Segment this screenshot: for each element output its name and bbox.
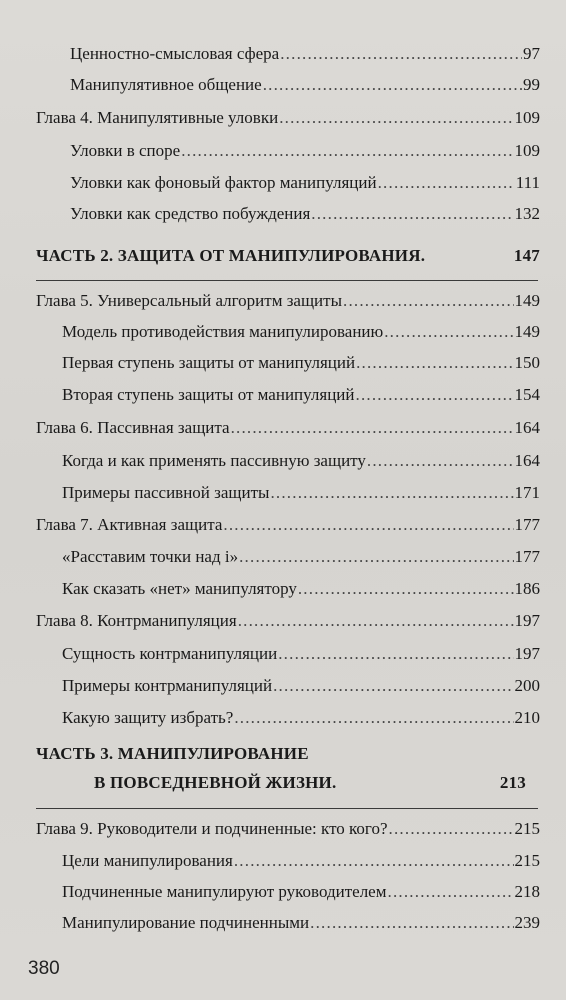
toc-entry-page: 215 bbox=[514, 819, 540, 838]
leader-dots bbox=[311, 203, 513, 225]
toc-entry-page: 218 bbox=[514, 882, 540, 901]
leader-dots bbox=[310, 912, 513, 934]
leader-dots bbox=[273, 675, 513, 697]
toc-entry-title: Подчиненные манипулируют руководителем bbox=[62, 882, 387, 901]
toc-entry-page: 171 bbox=[514, 483, 540, 502]
toc-chapter bbox=[36, 514, 540, 536]
toc-entry-page: 177 bbox=[514, 547, 540, 566]
toc-entry-title: Уловки как средство побуждения bbox=[70, 204, 311, 223]
toc-entry bbox=[62, 321, 540, 343]
leader-dots bbox=[234, 707, 513, 729]
toc-entry-page: 197 bbox=[514, 644, 540, 663]
leader-dots bbox=[263, 74, 522, 96]
toc-entry-page: 132 bbox=[514, 204, 540, 223]
leader-dots bbox=[231, 417, 514, 439]
toc-entry-title: Глава 6. Пассивная защита bbox=[36, 418, 230, 437]
toc-entry bbox=[62, 546, 540, 568]
leader-dots bbox=[389, 818, 514, 840]
part-title: ЧАСТЬ 2. ЗАЩИТА ОТ МАНИПУЛИРОВАНИЯ bbox=[36, 246, 421, 265]
leader-dots bbox=[270, 482, 513, 504]
toc-entry-title: Модель противодействия манипулированию bbox=[62, 322, 384, 341]
toc-entry-page: 149 bbox=[514, 291, 540, 310]
toc-entry bbox=[62, 578, 540, 600]
toc-entry bbox=[62, 850, 540, 872]
toc-entry-page: 111 bbox=[515, 173, 540, 192]
leader-dots bbox=[280, 43, 522, 65]
toc-entry bbox=[62, 643, 540, 665]
toc-entry bbox=[62, 384, 540, 406]
toc-entry-title: Примеры контрманипуляций bbox=[62, 676, 273, 695]
toc-entry bbox=[62, 912, 540, 934]
leader-dots bbox=[239, 546, 513, 568]
toc-entry-page: 215 bbox=[514, 851, 540, 870]
leader-dots bbox=[356, 384, 514, 406]
toc-entry-title: Какую защиту избрать? bbox=[62, 708, 234, 727]
part-page: 213 bbox=[499, 773, 526, 792]
divider bbox=[36, 280, 538, 281]
leader-dots bbox=[421, 245, 514, 267]
toc-entry-title: Цели манипулирования bbox=[62, 851, 233, 870]
leader-dots bbox=[356, 352, 513, 374]
toc-entry-title: Манипулятивное общение bbox=[70, 75, 262, 94]
leader-dots bbox=[384, 321, 513, 343]
toc-entry-page: 99 bbox=[523, 75, 540, 94]
toc-entry-title: Глава 9. Руководители и подчиненные: кто кого? bbox=[36, 819, 388, 838]
toc-chapter bbox=[36, 417, 540, 439]
toc-entry-page: 164 bbox=[514, 418, 540, 437]
toc-chapter bbox=[36, 610, 540, 632]
toc-entry bbox=[70, 43, 540, 65]
toc-entry-title: Глава 8. Контрманипуляция bbox=[36, 611, 237, 630]
toc-entry-title: Уловки в споре bbox=[70, 141, 181, 160]
leader-dots bbox=[332, 772, 500, 794]
toc-chapter bbox=[36, 818, 540, 840]
leader-dots bbox=[388, 881, 514, 903]
toc-entry bbox=[62, 881, 540, 903]
toc-entry bbox=[62, 675, 540, 697]
toc-entry-title: Глава 4. Манипулятивные уловки bbox=[36, 108, 279, 127]
leader-dots bbox=[279, 107, 513, 129]
toc-entry bbox=[70, 140, 540, 162]
toc-entry-page: 210 bbox=[514, 708, 540, 727]
toc-entry-title: Первая ступень защиты от манипуляций bbox=[62, 353, 356, 372]
part-heading bbox=[36, 245, 540, 267]
leader-dots bbox=[343, 290, 514, 312]
toc-entry-title: Вторая ступень защиты от манипуляций bbox=[62, 385, 355, 404]
toc-entry bbox=[70, 203, 540, 225]
toc-entry bbox=[62, 482, 540, 504]
toc-entry-page: 154 bbox=[514, 385, 540, 404]
leader-dots bbox=[223, 514, 513, 536]
toc-entry bbox=[70, 172, 540, 194]
page-number: 380 bbox=[28, 958, 60, 979]
leader-dots bbox=[234, 850, 514, 872]
toc-entry bbox=[62, 450, 540, 472]
toc-entry-page: 200 bbox=[514, 676, 540, 695]
toc-entry-title: Когда и как применять пассивную защиту bbox=[62, 451, 366, 470]
toc-entry bbox=[70, 74, 540, 96]
toc-entry bbox=[62, 352, 540, 374]
toc-entry-title: Глава 5. Универсальный алгоритм защиты bbox=[36, 291, 342, 310]
leader-dots bbox=[378, 172, 515, 194]
leader-dots bbox=[278, 643, 513, 665]
part-heading bbox=[36, 743, 309, 765]
part-heading-line2 bbox=[94, 772, 526, 794]
toc-entry-title: «Расставим точки над і» bbox=[62, 547, 239, 566]
toc-entry-title: Манипулирование подчиненными bbox=[62, 913, 310, 932]
toc-chapter bbox=[36, 107, 540, 129]
toc-entry bbox=[62, 707, 540, 729]
toc-entry-page: 109 bbox=[514, 108, 540, 127]
leader-dots bbox=[181, 140, 513, 162]
toc-entry-title: Примеры пассивной защиты bbox=[62, 483, 270, 502]
part-page: 147 bbox=[513, 246, 540, 265]
toc-entry-title: Уловки как фоновый фактор манипуляций bbox=[70, 173, 377, 192]
part-title-line2: В ПОВСЕДНЕВНОЙ ЖИЗНИ bbox=[94, 773, 332, 792]
leader-dots bbox=[298, 578, 514, 600]
divider bbox=[36, 808, 538, 809]
toc-entry-title: Ценностно-смысловая сфера bbox=[70, 44, 280, 63]
toc-entry-title: Как сказать «нет» манипулятору bbox=[62, 579, 297, 598]
leader-dots bbox=[238, 610, 514, 632]
toc-entry-page: 149 bbox=[514, 322, 540, 341]
toc-entry-title: Сущность контрманипуляции bbox=[62, 644, 278, 663]
toc-entry-page: 97 bbox=[523, 44, 540, 63]
toc-entry-title: Глава 7. Активная защита bbox=[36, 515, 223, 534]
toc-entry-page: 150 bbox=[514, 353, 540, 372]
toc-entry-page: 239 bbox=[514, 913, 540, 932]
toc-entry-page: 109 bbox=[514, 141, 540, 160]
part-title: ЧАСТЬ 3. МАНИПУЛИРОВАНИЕ bbox=[36, 744, 309, 763]
toc-chapter bbox=[36, 290, 540, 312]
toc-entry-page: 186 bbox=[514, 579, 540, 598]
toc-entry-page: 164 bbox=[514, 451, 540, 470]
leader-dots bbox=[367, 450, 514, 472]
toc-entry-page: 197 bbox=[514, 611, 540, 630]
toc-entry-page: 177 bbox=[514, 515, 540, 534]
